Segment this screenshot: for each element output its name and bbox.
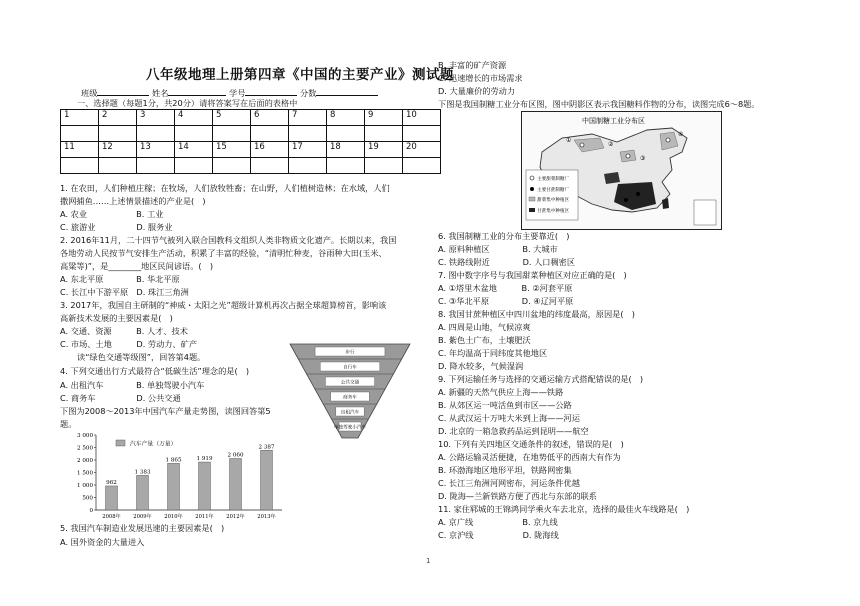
legend-beet-area-icon	[529, 197, 535, 201]
answer-cell[interactable]	[403, 158, 441, 174]
answer-cell[interactable]	[365, 158, 403, 174]
option-line: B. 从郊区运一吨活鱼到市区——公路	[438, 400, 572, 410]
pyramid-label: 单独驾驶小汽车	[333, 425, 367, 431]
option-line: A. 四周是山地，气候凉爽	[438, 322, 531, 332]
section-heading: 一、选择题（每题1分，共20分）请将答案写在后面的表格中	[77, 98, 298, 108]
answer-number: 2	[99, 110, 137, 126]
answer-number-row	[61, 110, 441, 126]
bar-value-label: 1 383	[134, 469, 151, 476]
question-line: 4. 下列交通出行方式最符合“低碳生活”理念的是( )	[60, 366, 250, 376]
legend-item: 甜菜集中种植区	[537, 198, 570, 203]
instruction-line: 下图为2008～2013年中国汽车产量走势图，读图回答第5	[60, 406, 271, 416]
option-line: B. 环渤海地区地形平坦，铁路网密集	[438, 465, 572, 475]
y-tick-label: 3 000	[76, 433, 93, 439]
cane-factory-marker	[636, 192, 640, 196]
x-tick-label: 2012年	[226, 514, 245, 520]
instruction-line: 读“绿色交通等级图”，回答第4题。	[77, 352, 206, 362]
beet-factory-marker	[580, 143, 584, 147]
map-label-3: ③	[640, 155, 646, 162]
map-label-4: ④	[678, 131, 684, 138]
y-tick-label: 1 000	[76, 483, 93, 489]
answer-cell[interactable]	[327, 158, 365, 174]
map-label-2: ②	[608, 141, 614, 148]
bar	[106, 486, 118, 510]
question-line: 10. 下列有关四地区交通条件的叙述，错误的是( )	[438, 439, 624, 449]
question-line: 1. 在农田，人们种植庄稼；在牧场，人们放牧牲畜；在山野，人们植树造林；在水域，人们	[60, 183, 390, 193]
x-tick-label: 2009年	[133, 514, 152, 520]
page-number: 1	[426, 557, 431, 565]
option-line: A. 交通、资源 B. 人才、技术	[60, 326, 188, 336]
instruction-line: 下图是我国制糖工业分布区图，图中阴影区表示我国糖料作物的分布，读图完成6～8题。	[438, 99, 760, 109]
bar	[137, 475, 149, 510]
option-line: B. 紫色土广布，土壤肥沃	[438, 335, 531, 345]
option-line: C. 商务车 D. 公共交通	[60, 393, 181, 403]
answer-blank-row	[61, 158, 441, 174]
bar	[261, 450, 273, 510]
answer-cell[interactable]	[327, 126, 365, 142]
question-line: 高新技术发展的主要因素是( )	[60, 313, 173, 323]
chart-root	[77, 433, 282, 520]
option-line: A. 国外资金的大量进入	[60, 537, 145, 547]
number-blank	[245, 86, 297, 96]
y-tick-label: 2 500	[76, 445, 93, 452]
legend-swatch	[116, 440, 125, 446]
answer-number: 11	[61, 142, 99, 158]
exam-title: 八年级地理上册第四章《中国的主要产业》测试题	[146, 67, 454, 83]
y-tick-label: 500	[82, 495, 93, 502]
question-line: 7. 图中数字序号与我国甜菜种植区对应正确的是( )	[438, 270, 627, 280]
answer-number: 18	[327, 142, 365, 158]
option-line: A. ①塔里木盆地 B. ②河套平原	[438, 283, 573, 293]
score-label: 分数	[300, 88, 317, 98]
score-blank	[316, 86, 378, 96]
answer-cell[interactable]	[61, 158, 99, 174]
option-line: C. ③华北平原 D. ④辽河平原	[438, 296, 574, 306]
sugar-industry-map	[521, 111, 722, 230]
option-line: C. 旅游业 D. 服务业	[60, 222, 173, 232]
legend-cane-area-icon	[529, 208, 535, 212]
pyramid-label: 公共交通	[340, 380, 360, 386]
option-line: D. 大量廉价的劳动力	[438, 86, 516, 96]
answer-cell[interactable]	[99, 158, 137, 174]
option-line: C. 市场、土地 D. 劳动力、矿产	[60, 339, 198, 349]
answer-cell[interactable]	[61, 126, 99, 142]
answer-number: 13	[137, 142, 175, 158]
number-label: 学号	[229, 88, 246, 98]
green-traffic-pyramid	[288, 342, 412, 440]
option-line: C. 迅速增长的市场需求	[438, 73, 523, 83]
x-tick-label: 2010年	[164, 514, 183, 520]
question-line: 11. 家住郓城的王锦鸿同学乘火车去北京，选择的最佳火车线路是( )	[438, 504, 690, 514]
cane-area	[604, 172, 620, 184]
answer-number: 7	[289, 110, 327, 126]
option-line: D. 陇海—兰新铁路方便了西北与东部的联系	[438, 491, 597, 501]
option-line: C. 长江中下游平原 D. 珠江三角洲	[60, 287, 189, 297]
answer-number: 4	[175, 110, 213, 126]
question-line: 2. 2016年11月，二十四节气被列入联合国教科文组织人类非物质文化遗产。长期以来，我国	[60, 235, 397, 245]
option-line: A. 东北平原 B. 华北平原	[60, 274, 180, 284]
option-line: A. 原料种植区 B. 大城市	[438, 244, 558, 254]
bar-value-label: 962	[106, 479, 117, 486]
car-production-chart	[60, 428, 288, 523]
legend-cane-factory-icon	[530, 187, 534, 191]
answer-cell[interactable]	[289, 126, 327, 142]
answer-number: 19	[365, 142, 403, 158]
map-drawing	[522, 112, 721, 229]
option-line: C. 年均温高于同纬度其他地区	[438, 348, 548, 358]
legend-item: 甘蔗集中种植区	[537, 209, 570, 214]
answer-number: 10	[403, 110, 441, 126]
answer-table	[60, 109, 441, 174]
answer-number: 5	[213, 110, 251, 126]
answer-number: 9	[365, 110, 403, 126]
answer-number-row	[61, 142, 441, 158]
answer-number: 20	[403, 142, 441, 158]
bar	[230, 459, 242, 511]
option-line: A. 新疆的天然气供应上海——铁路	[438, 387, 564, 397]
answer-cell[interactable]	[403, 126, 441, 142]
answer-number: 6	[251, 110, 289, 126]
x-tick-label: 2013年	[257, 514, 276, 520]
option-line: D. 降水较多，气候湿润	[438, 361, 524, 371]
y-tick-label: 2 000	[76, 458, 93, 464]
option-line: A. 出租汽车 B. 单独驾驶小汽车	[60, 380, 205, 390]
option-line: A. 公路运输灵活便捷，在地势低平的西南大有作为	[438, 452, 621, 462]
answer-cell[interactable]	[175, 158, 213, 174]
bar	[199, 462, 211, 510]
question-line: 3. 2017年，我国自主研制的“神威・太阳之光”超级计算机再次占据全球超算榜首，影响该	[60, 300, 387, 310]
instruction-line: 题。	[60, 419, 77, 429]
option-line: C. 京沪线 D. 陇海线	[438, 530, 559, 540]
answer-cell[interactable]	[213, 158, 251, 174]
question-line: 8. 我国甘蔗种植区中四川盆地的纬度最高，原因是( )	[438, 309, 635, 319]
south-china-sea-inset	[694, 200, 716, 225]
answer-cell[interactable]	[99, 126, 137, 142]
bar-value-label: 1 865	[165, 457, 182, 464]
answer-cell[interactable]	[213, 126, 251, 142]
answer-number: 3	[137, 110, 175, 126]
question-line: 高粱等)”，是________地区民间谚语。( )	[60, 261, 214, 271]
legend-beet-factory-icon	[530, 176, 534, 180]
option-line: D. 北京的一箱急救药品运到昆明——航空	[438, 426, 589, 436]
pyramid-label: 步行	[345, 350, 355, 356]
question-line: 9. 下列运输任务与选择的交通运输方式搭配错误的是( )	[438, 374, 644, 384]
question-line: 撒网捕鱼……上述情景描述的产业是( )	[60, 196, 206, 206]
option-line: C. 从武汉运十万吨大米到上海——河运	[438, 413, 580, 423]
answer-cell[interactable]	[137, 126, 175, 142]
option-line: A. 京广线 B. 京九线	[438, 517, 558, 527]
option-line: A. 农业 B. 工业	[60, 209, 164, 219]
class-blank	[97, 86, 149, 96]
option-line: C. 铁路线附近 D. 人口稠密区	[438, 257, 576, 267]
answer-number: 17	[289, 142, 327, 158]
answer-number: 14	[175, 142, 213, 158]
beet-factory-marker	[666, 138, 670, 142]
cane-factory-marker	[624, 198, 628, 202]
legend-label: 汽车产量（万量）	[130, 441, 177, 448]
legend-item: 主要甘蔗制糖厂	[537, 188, 570, 193]
answer-blank-row	[61, 126, 441, 142]
answer-cell[interactable]	[251, 126, 289, 142]
x-tick-label: 2008年	[102, 514, 121, 520]
legend-item: 主要甜菜制糖厂	[537, 177, 570, 182]
bar-value-label: 2 387	[258, 444, 275, 451]
answer-number: 12	[99, 142, 137, 158]
y-tick-label: 0	[89, 508, 93, 514]
map-title: 中国制糖工业分布区	[582, 117, 645, 125]
name-blank	[168, 86, 226, 96]
bar-value-label: 1 919	[196, 456, 213, 463]
answer-number: 1	[61, 110, 99, 126]
class-label: 班级	[81, 88, 98, 98]
answer-cell[interactable]	[251, 158, 289, 174]
option-line: B. 丰富的矿产资源	[438, 60, 507, 70]
pyramid-label: 出租汽车	[340, 410, 360, 416]
question-line: 各地劳动人民按节气安排生产活动，积累了丰富的经验，“清明忙种麦，谷雨种大田(玉米、	[60, 248, 387, 258]
answer-cell[interactable]	[137, 158, 175, 174]
answer-cell[interactable]	[365, 126, 403, 142]
y-tick-label: 1 500	[76, 470, 93, 477]
question-line: 5. 我国汽车制造业发展迅速的主要因素是( )	[60, 523, 225, 533]
pyramid-label: 自行车	[343, 365, 357, 371]
x-tick-label: 2011年	[195, 514, 214, 520]
option-line: C. 长江三角洲河网密布，河运条件优越	[438, 478, 580, 488]
beet-factory-marker	[626, 154, 630, 158]
pyramid-label: 商务车	[343, 395, 357, 401]
answer-number: 15	[213, 142, 251, 158]
question-line: 6. 我国制糖工业的分布主要靠近( )	[438, 231, 570, 241]
name-label: 姓名	[152, 88, 169, 98]
answer-cell[interactable]	[175, 126, 213, 142]
answer-number: 16	[251, 142, 289, 158]
answer-cell[interactable]	[289, 158, 327, 174]
map-label-1: ①	[566, 137, 572, 144]
bar	[168, 463, 180, 510]
answer-number: 8	[327, 110, 365, 126]
bar-value-label: 2 060	[227, 452, 244, 459]
